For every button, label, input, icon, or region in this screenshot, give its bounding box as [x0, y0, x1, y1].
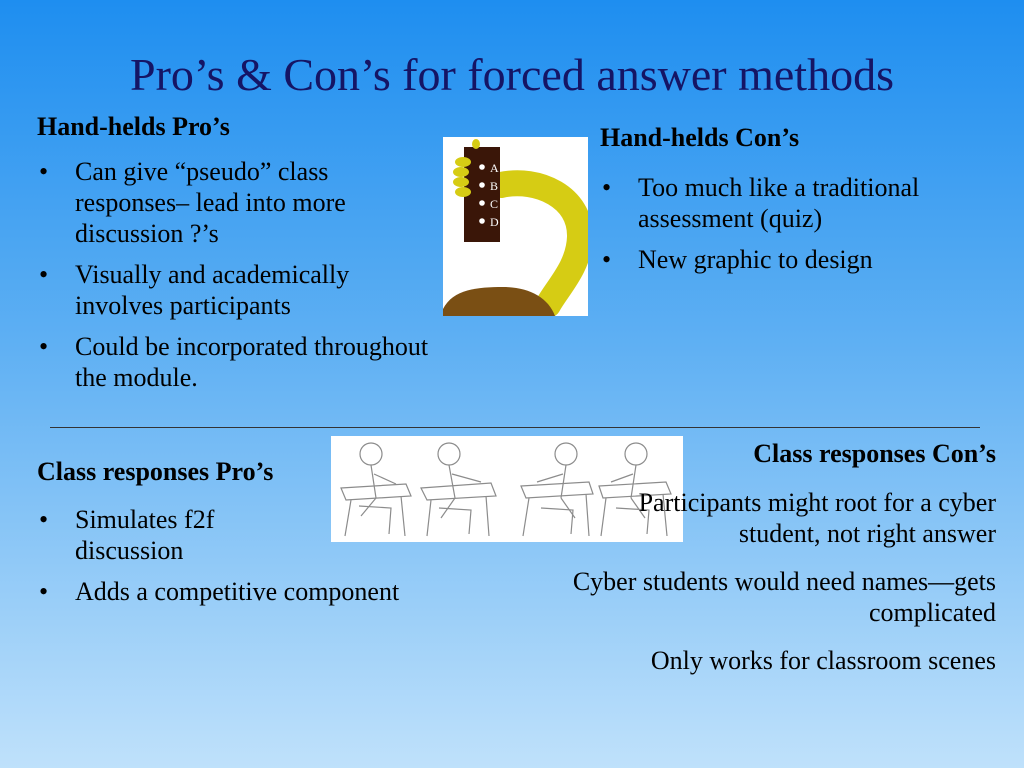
choice-letter: C — [490, 197, 499, 211]
class-responses-pros-heading: Class responses Pro’s — [37, 457, 274, 486]
list-item: Only works for classroom scenes — [650, 646, 996, 675]
handhelds-pros-heading: Hand-helds Pro’s — [37, 112, 230, 141]
clicker-hand-illustration — [443, 137, 588, 316]
list-item: Cyber students would need names—gets complicated — [572, 567, 996, 627]
class-responses-cons-heading: Class responses Con’s — [753, 439, 996, 468]
choice-letter: D — [490, 215, 499, 229]
section-divider — [50, 427, 980, 428]
class-responses-pros-list — [37, 504, 512, 617]
handheld-clicker-image — [443, 137, 588, 316]
list-item: • New graphic to design — [602, 245, 873, 274]
list-item: • Visually and academically involves participants — [39, 260, 350, 320]
handhelds-cons-list — [600, 172, 1015, 285]
list-item: • Simulates f2f discussion — [39, 505, 215, 565]
list-item: Participants might root for a cyber student, not right answer — [638, 488, 996, 548]
slide-title: Pro’s & Con’s for forced answer methods — [130, 49, 894, 100]
list-item: • Too much like a traditional assessment (quiz) — [602, 173, 920, 233]
class-responses-cons-list — [556, 487, 996, 693]
choice-letter: B — [490, 179, 499, 193]
list-item: • Can give “pseudo” class responses– lead into more discussion ?’s — [39, 157, 346, 248]
list-item: • Adds a competitive component — [39, 577, 400, 606]
handhelds-pros-list — [37, 156, 437, 403]
handhelds-cons-heading: Hand-helds Con’s — [600, 123, 800, 152]
choice-letter: A — [490, 161, 499, 175]
list-item: • Could be incorporated throughout the module. — [39, 332, 429, 392]
